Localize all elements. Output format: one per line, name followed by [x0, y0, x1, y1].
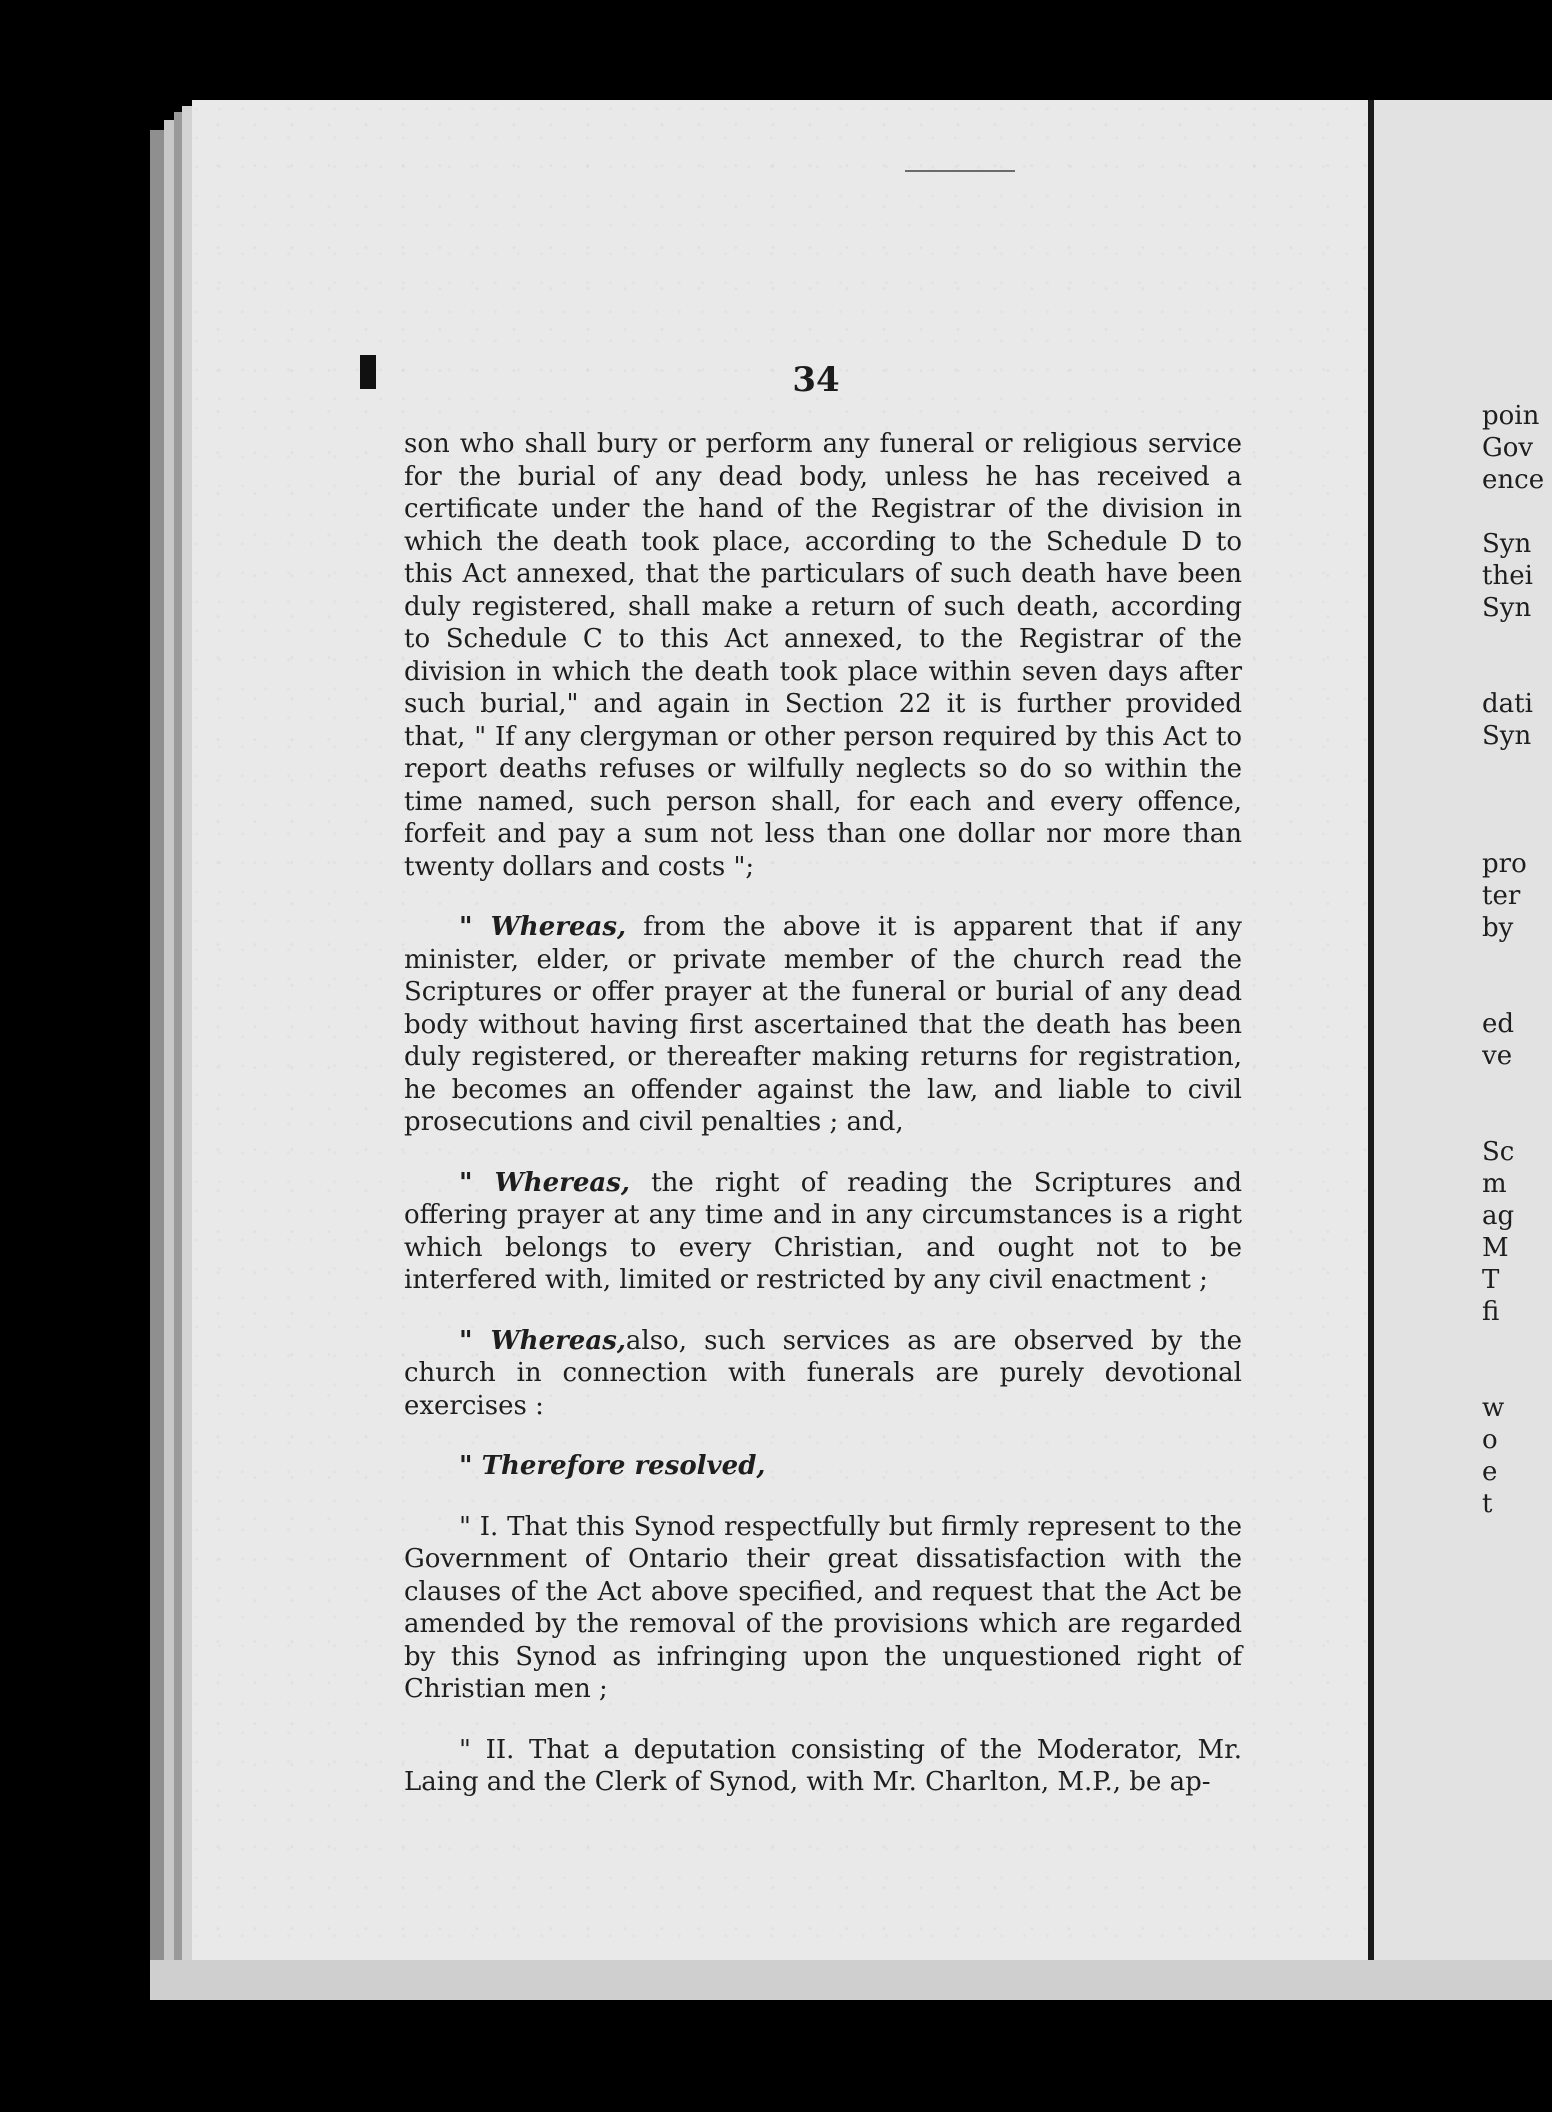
facing-page-line: fi: [1482, 1297, 1500, 1327]
facing-page-line: [1482, 624, 1552, 656]
paragraph-whereas-2: [404, 1167, 1242, 1297]
facing-page-line: [1482, 784, 1552, 816]
facing-page-line: [1482, 656, 1552, 688]
facing-page-line: [1482, 1360, 1552, 1392]
facing-page-line: [1482, 752, 1552, 784]
facing-page-line: poin: [1482, 401, 1540, 431]
page-body: [404, 428, 1242, 1799]
facing-page-line: T: [1482, 1265, 1500, 1295]
facing-page-line: ter: [1482, 881, 1521, 911]
ink-blot: [360, 355, 376, 389]
facing-page-line: dati: [1482, 689, 1533, 719]
paragraph-text: son who shall bury or perform any funeral or religious service for the burial of any dead body, unless he has received a certificate under the hand of the Registrar of the division in which the death took place, according to the Schedule D to this Act annexed, that the particulars of such death have been duly registered, shall make a return of such death, according to Schedule C to this Act annexed, to the Registrar of the division in which the death took place within seven days after such burial," and again in Section 22 it is further provided that, " If any clergyman or other person required by this Act to report deaths refuses or wilfully neglects so do so within the time named, such person shall, for each and every offence, forfeit and pay a sum not less than one dollar nor more than twenty dollars and costs ";: [404, 429, 1242, 882]
facing-page-line: M: [1482, 1233, 1509, 1263]
facing-page-line: t: [1482, 1489, 1493, 1519]
facing-page-line: by: [1482, 913, 1514, 943]
facing-page-line: [1482, 944, 1552, 976]
facing-page-line: m: [1482, 1169, 1507, 1199]
paragraph-resolution-1: [404, 1511, 1242, 1706]
facing-page-line: ed: [1482, 1009, 1515, 1039]
facing-page-line: w: [1482, 1393, 1505, 1423]
facing-page-line: [1482, 1328, 1552, 1360]
paragraph-lead: " Whereas,: [459, 1167, 630, 1198]
facing-page-line: o: [1482, 1425, 1498, 1455]
paragraph-text: " I. That this Synod respectfully but firmly represent to the Government of Ontario their great dissatisfaction with the clauses of the Act above specified, and request that the Act be amended by the removal of the provisions which are regarded by this Synod as infringing upon the unquestioned right of Christian men ;: [404, 1511, 1242, 1704]
paragraph-lead: " Therefore resolved,: [459, 1451, 766, 1481]
paragraph-lead: " Whereas,: [459, 1325, 626, 1356]
paragraph-resolution-2: [404, 1734, 1242, 1799]
facing-page-line: Syn: [1482, 721, 1532, 751]
facing-page-line: [1482, 816, 1552, 848]
paragraph-lead: " Whereas,: [459, 912, 627, 942]
facing-page-line: ence: [1482, 465, 1545, 495]
facing-page-line: Syn: [1482, 593, 1532, 623]
facing-page-line: ag: [1482, 1201, 1515, 1231]
paragraph-whereas-3: [404, 1325, 1242, 1423]
facing-page-line: e: [1482, 1457, 1498, 1487]
page-edge: [150, 130, 164, 1972]
facing-page-line: [1482, 1104, 1552, 1136]
facing-page-line: Gov: [1482, 433, 1534, 463]
facing-page-line: [1482, 1072, 1552, 1104]
paragraph-continuation: [404, 428, 1242, 883]
paragraph-text: " II. That a deputation consisting of the Moderator, Mr. Laing and the Clerk of Synod, with Mr. Charlton, M.P., be ap-: [404, 1734, 1242, 1797]
page-edge: [182, 106, 192, 1972]
page-edge: [164, 120, 174, 1972]
paragraph-text: from the above it is apparent that if any minister, elder, or private member of the church read the Scriptures or offer prayer at the funeral or burial of any dead body without having first ascertained that the death has been duly registered, or thereafter making returns for registration, he becomes an offender against the law, and liable to civil prosecutions and civil penalties ; and,: [404, 912, 1242, 1137]
facing-page-text: [1482, 400, 1552, 1520]
facing-page-line: ve: [1482, 1041, 1513, 1071]
facing-page-line: Syn: [1482, 529, 1532, 559]
paragraph-text: also, such services as are observed by the church in connection with funerals are purely devotional exercises :: [404, 1325, 1242, 1421]
facing-page-line: thei: [1482, 561, 1533, 591]
facing-page-line: [1482, 496, 1552, 528]
paragraph-resolved: [404, 1450, 1242, 1483]
page-number: 34: [792, 360, 840, 400]
page-edge: [174, 112, 182, 1972]
facing-page-line: pro: [1482, 849, 1527, 879]
page-bottom-edge: [150, 1960, 1552, 2000]
ink-mark: [905, 170, 1015, 172]
paragraph-text: the right of reading the Scriptures and offering prayer at any time and in any circumstances is a right which belongs to every Christian, and ought not to be interfered with, limited or restricted by any civil enactment ;: [404, 1167, 1242, 1295]
paragraph-whereas-1: [404, 911, 1242, 1139]
facing-page-line: Sc: [1482, 1137, 1515, 1167]
facing-page-line: [1482, 976, 1552, 1008]
